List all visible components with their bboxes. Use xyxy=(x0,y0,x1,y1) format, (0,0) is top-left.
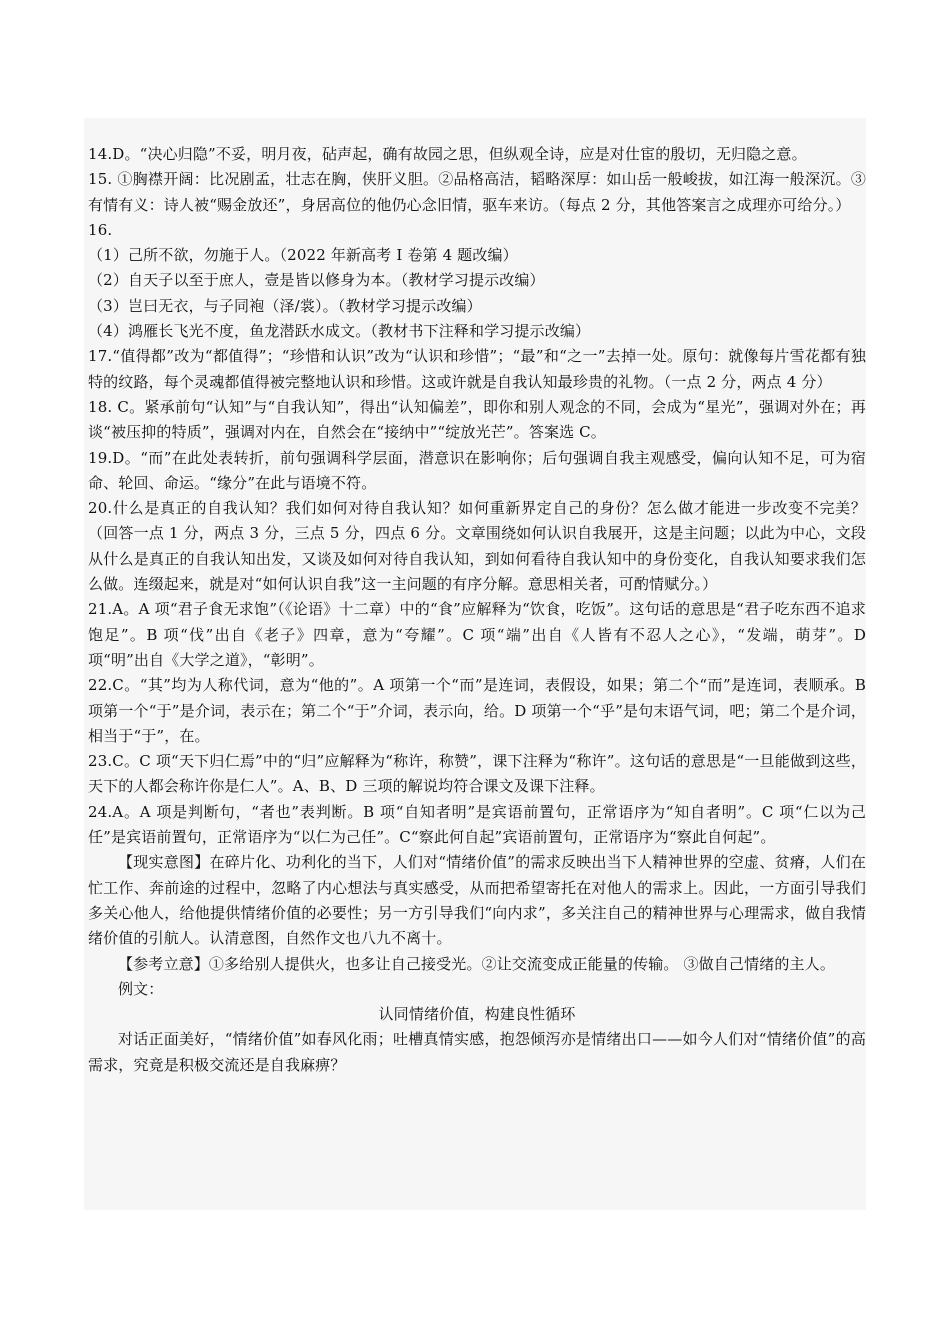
reference-theme: 【参考立意】①多给别人提供火，也多让自己接受光。②让交流变成正能量的传输。 ③做自己情绪的主人。 xyxy=(118,954,835,973)
realistic-intent: 【现实意图】在碎片化、功利化的当下，人们对“情绪价值”的需求反映出当下人精神世界的空虚、贫瘠，人们在忙工作、奔前途的过程中，忽略了内心想法与真实感受，从而把希望寄托在对他人的需求上。因此，一方面引导我们多关心他人，给他提供情绪价值的必要性；另一方引导我们“向内求”，多关注自己的精神世界与心理需求，做自我情绪价值的引航人。认清意图，自然作文也八九不离十。 xyxy=(88,853,866,948)
answer-15: 15. ①胸襟开阔：比况剧孟，壮志在胸，侠肝义胆。②品格高洁，韬略深厚：如山岳一般峻拔，如江海一般深沉。③有情有义：诗人被“赐金放还”，身居高位的他仍心念旧情，驱车来访。（每点 2 分，其他答案言之成理亦可给分。） xyxy=(88,170,866,214)
answer-14: 14.D。“决心归隐”不妥，明月夜，砧声起，确有故园之思，但纵观全诗，应是对仕宦的殷切，无归隐之意。 xyxy=(88,145,807,163)
answer-19: 19.D。“而”在此处表转折，前句强调科学层面，潜意识在影响你；后句强调自我主观感受，偏向认知不足，可为宿命、轮回、命运。“缘分”在此与语境不符。 xyxy=(88,448,866,492)
answer-16-item-3: （3）岂曰无衣，与子同袍（泽/裳）。（教材学习提示改编） xyxy=(88,296,482,315)
answer-20: 20.什么是真正的自我认知？我们如何对待自我认知？如何重新界定自己的身份？怎么做才能进一步改变不完美？（回答一点 1 分，两点 3 分，三点 5 分，四点 6 分。文章围绕如何认识自我展开，这是主问题；以此为中心，文段从什么是真正的自我认知出发，又谈及如何对待自我认知，到如何看待自我认知中的身份变化，自我认知要求我们怎么做。连缀起来，就是对“如何认识自我”这一主问题的有序分解。意思相关者，可酌情赋分。） xyxy=(88,499,866,594)
answer-21: 21.A。A 项“君子食无求饱”（《论语》十二章）中的“食”应解释为“饮食，吃饭”。这句话的意思是“君子吃东西不追求饱足”。B 项“伐”出自《老子》四章，意为“夸耀”。C 项“端”出自《人皆有不忍人之心》，“发端，萌芽”。D 项“明”出自《大学之道》，“彰明”。 xyxy=(88,600,866,669)
answer-16-item-2: （2）自天子以至于庶人，壹是皆以修身为本。（教材学习提示改编） xyxy=(88,271,545,290)
answer-17: 17.“值得都”改为“都值得”；“珍惜和认识”改为“认识和珍惜”；“最”和“之一”去掉一处。原句：就像每片雪花都有独特的纹路，每个灵魂都值得被完整地认识和珍惜。这或许就是自我认知最珍贵的礼物。（一点 2 分，两点 4 分） xyxy=(88,347,866,391)
answer-18: 18. C。紧承前句“认知”与“自我认知”，得出“认知偏差”，即你和别人观念的不同，会成为“星光”，强调对外在；再谈“被压抑的特质”，强调对内在，自然会在“接纳中”“绽放光芒”。答案选 C。 xyxy=(88,397,866,442)
example-label: 例文： xyxy=(118,979,164,998)
answer-22: 22.C。“其”均为人称代词，意为“他的”。A 项第一个“而”是连词，表假设，如果；第二个“而”是连词，表顺承。B 项第一个“于”是介词，表示在；第二个“于”介词，表示向，给。D 项第一个“乎”是句末语气词，吧；第二个是介词，相当于“于”，在。 xyxy=(88,676,866,745)
answer-16-label: 16. xyxy=(88,220,113,239)
answer-24: 24.A。A 项是判断句，“者也”表判断。B 项“自知者明”是宾语前置句，正常语序为“知自者明”。C 项“仁以为己任”是宾语前置句，正常语序为“以仁为己任”。C“察此何自起”宾语前置句，正常语序为“察此自何起”。 xyxy=(88,802,866,847)
essay-title: 认同情绪价值，构建良性循环 xyxy=(378,1005,576,1024)
answer-document xyxy=(88,142,866,1078)
answer-23: 23.C。C 项“天下归仁焉”中的“归”应解释为“称许，称赞”，课下注释为“称许”。这句话的意思是“一旦能做到这些，天下的人都会称许你是仁人”。A、B、D 三项的解说均符合课文及课下注释。 xyxy=(88,752,866,796)
essay-paragraph: 对话正面美好，“情绪价值”如春风化雨；吐槽真情实感，抱怨倾泻亦是情绪出口——如今人们对“情绪价值”的高需求，究竟是积极交流还是自我麻痹？ xyxy=(88,1030,866,1074)
answer-16-item-4: （4）鸿雁长飞光不度，鱼龙潜跃水成文。（教材书下注释和学习提示改编） xyxy=(88,322,591,341)
answer-16-item-1: （1）己所不欲，勿施于人。（2022 年新高考 I 卷第 4 题改编） xyxy=(88,246,518,265)
